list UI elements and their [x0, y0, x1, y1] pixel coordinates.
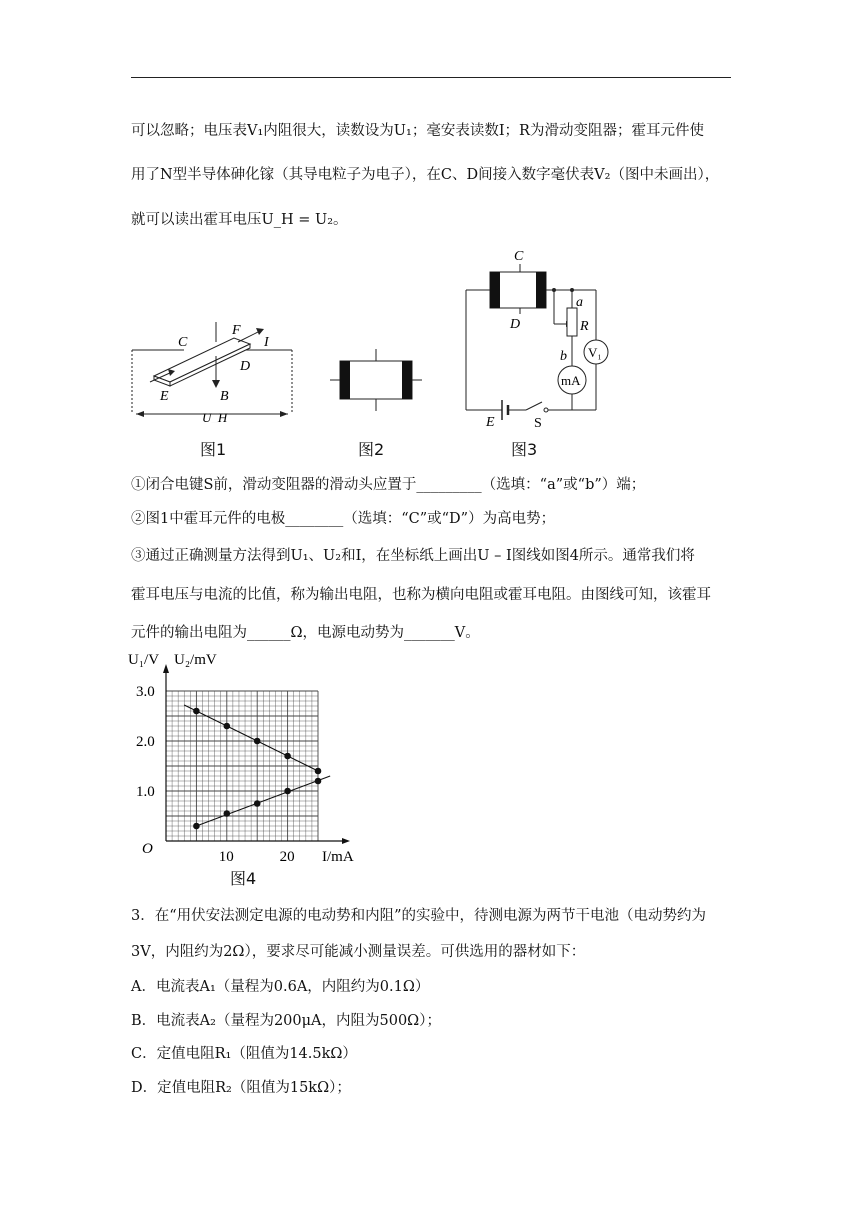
y-tick-label: 3.0 [136, 684, 155, 700]
option-d: D．定值电阻R₂（阻值为15kΩ）； [131, 1080, 351, 1096]
problem-3-line-1: 3．在“用伏安法测定电源的电动势和内阻”的实验中，待测电源为两节干电池（电动势约为 [131, 908, 707, 924]
figure-2-caption: 图2 [358, 440, 385, 459]
fig3-label-ma: mA [561, 373, 581, 388]
data-point-2 [315, 778, 322, 785]
data-point-1 [284, 753, 291, 760]
data-point-1 [224, 723, 231, 730]
text-line-1: 可以忽略；电压表V₁内阻很大，读数设为U₁；毫安表读数I；R为滑动变阻器；霍耳元件使 [131, 123, 704, 139]
figure-2-hall-element [330, 345, 425, 415]
fig3-label-a: a [576, 295, 583, 310]
figure-1-hall-element [128, 318, 298, 423]
figure-3-circuit [462, 244, 612, 430]
x-axis-label: I/mA [322, 849, 354, 862]
figure-3-caption: 图3 [511, 440, 538, 459]
origin-label: O [142, 841, 153, 857]
fig1-label-b: B [220, 389, 229, 404]
question-3-line-2: 霍耳电压与电流的比值，称为输出电阻，也称为横向电阻或霍耳电阻。由图线可知，该霍耳 [131, 587, 711, 603]
text-line-2: 用了N型半导体砷化镓（其导电粒子为电子），在C、D间接入数字毫伏表V₂（图中未画出）， [131, 167, 720, 183]
fig3-label-b: b [560, 349, 567, 364]
fig1-label-i: I [264, 335, 269, 350]
data-point-2 [284, 788, 291, 795]
question-1: ①闭合电键S前，滑动变阻器的滑动头应置于_________（选填：“a”或“b”）端； [131, 477, 646, 493]
option-c: C．定值电阻R₁（阻值为14.5kΩ） [131, 1046, 357, 1062]
fig1-label-uh: U_H [202, 410, 228, 423]
figure-4-chart [128, 648, 368, 862]
option-b: B．电流表A₂（量程为200μA，内阻为500Ω）； [131, 1013, 441, 1029]
question-2: ②图1中霍耳元件的电极________（选填：“C”或“D”）为高电势； [131, 511, 556, 527]
data-point-2 [224, 810, 231, 817]
fig3-label-v1: V₁ [588, 345, 602, 360]
figure-4-caption: 图4 [230, 869, 257, 888]
fig3-label-e: E [486, 415, 495, 430]
fig3-label-d: D [510, 317, 521, 332]
question-3-line-1: ③通过正确测量方法得到U₁、U₂和I，在坐标纸上画出U – I图线如图4所示。通常我们将 [131, 548, 695, 564]
fig3-label-r: R [580, 319, 589, 334]
data-point-2 [254, 800, 261, 807]
option-a: A．电流表A₁（量程为0.6A，内阻约为0.1Ω） [131, 979, 430, 995]
fig1-label-f: F [232, 323, 241, 338]
data-point-1 [315, 768, 322, 775]
data-point-1 [193, 708, 200, 715]
fig1-label-e: E [160, 389, 169, 404]
y-tick-label: 2.0 [136, 734, 155, 750]
y-axis-arrow [163, 664, 169, 673]
fig3-label-s: S [534, 416, 542, 430]
y-axis-label-right: U₂/mV [174, 652, 217, 668]
data-point-1 [254, 738, 261, 745]
header-rule [131, 77, 731, 78]
fig3-label-c: C [514, 249, 524, 264]
y-tick-label: 1.0 [136, 784, 155, 800]
fig1-label-d: D [240, 359, 251, 374]
data-point-2 [193, 823, 200, 830]
fig1-label-c: C [178, 335, 188, 350]
text-line-3: 就可以读出霍耳电压U_H = U₂。 [131, 212, 348, 228]
figure-1-caption: 图1 [200, 440, 227, 459]
y-axis-label-left: U₁/V [128, 652, 160, 668]
question-3-line-3: 元件的输出电阻为______Ω，电源电动势为_______V。 [131, 625, 480, 641]
x-tick-label: 10 [218, 849, 234, 862]
problem-3-line-2: 3V，内阻约为2Ω），要求尽可能减小测量误差。可供选用的器材如下： [131, 944, 586, 960]
x-tick-label: 20 [279, 849, 295, 862]
x-axis-arrow [342, 838, 350, 844]
